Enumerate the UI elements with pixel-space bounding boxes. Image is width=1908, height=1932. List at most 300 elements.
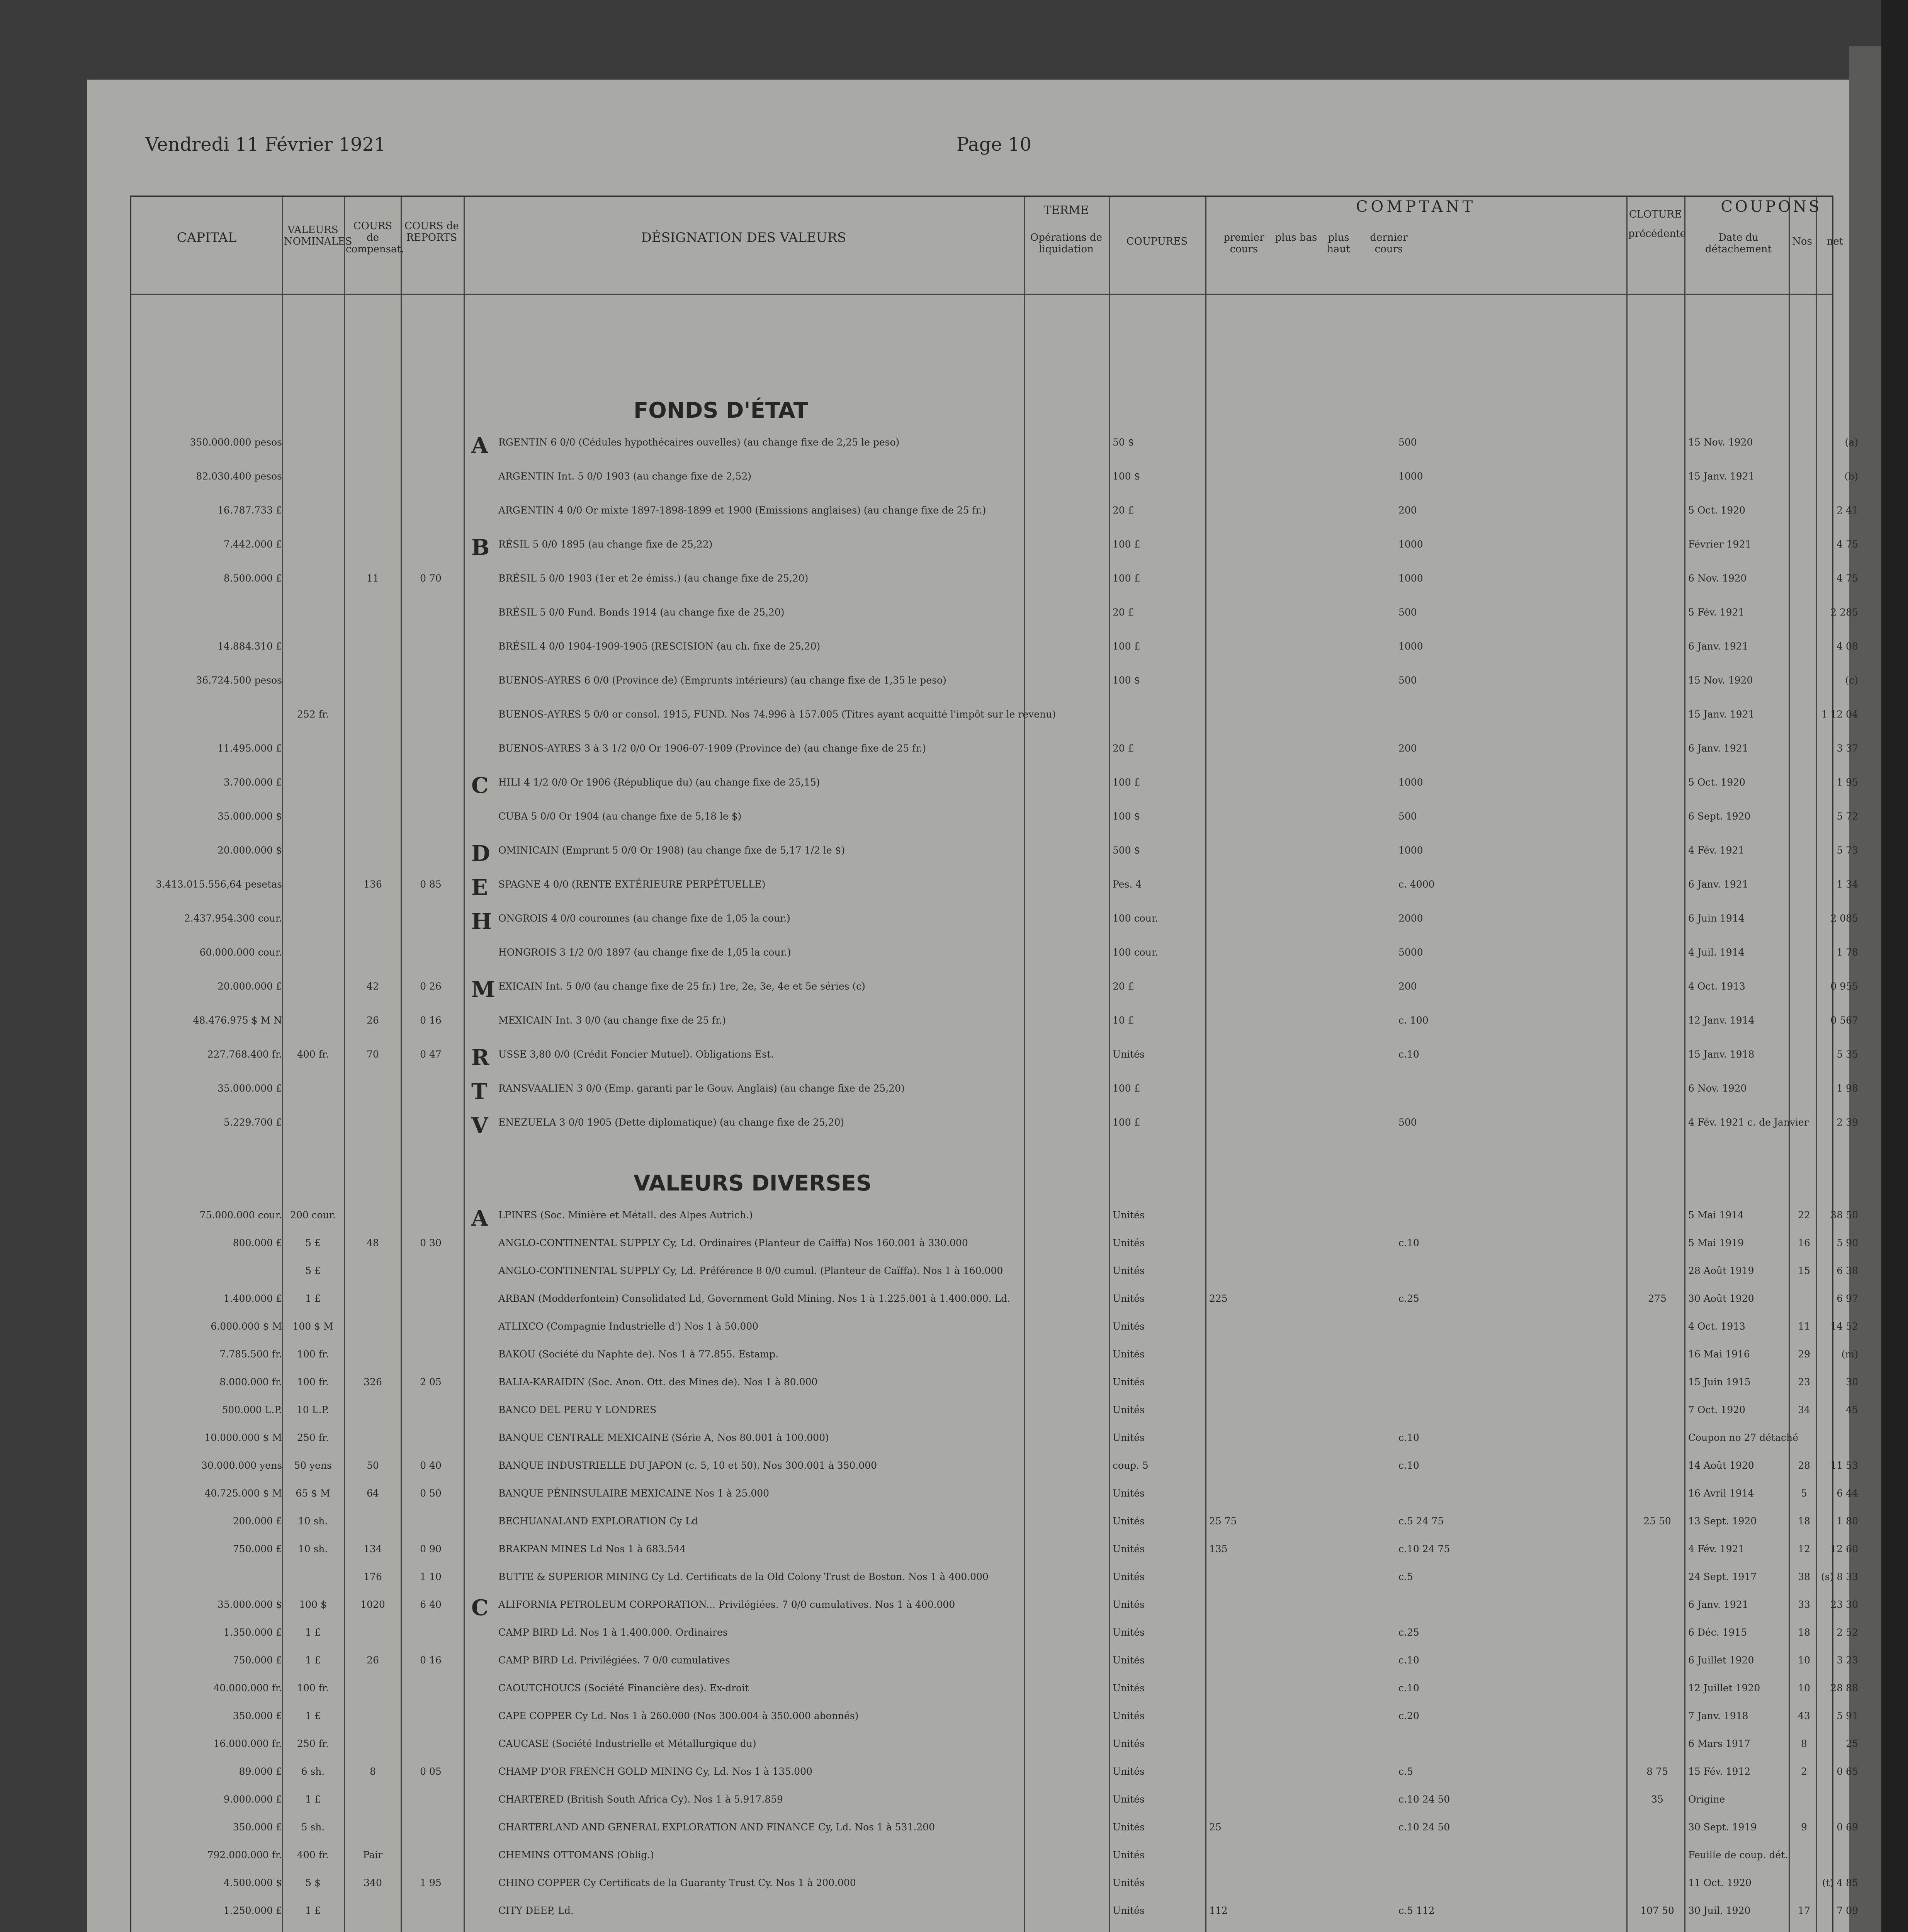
coupon-date-cell: 14 Août 1920 <box>1688 1460 1754 1471</box>
coupon-number-cell: 10 <box>1798 1682 1810 1694</box>
table-row <box>131 1710 1858 1733</box>
coupon-net-cell: 45 <box>1846 1404 1858 1415</box>
initial-letter: M <box>471 977 495 1002</box>
designation-cell: ANGLO-CONTINENTAL SUPPLY Cy, Ld. Préférence 8 0/0 cumul. (Planteur de Caïffa). Nos 1 à 160.000 <box>498 1265 1003 1276</box>
col-coupons: COUPONS <box>1721 198 1822 216</box>
designation-cell: BRÉSIL 5 0/0 Fund. Bonds 1914 (au change fixe de 25,20) <box>498 607 785 618</box>
coupon-number-cell: 18 <box>1798 1627 1810 1638</box>
coupon-net-cell: 1 80 <box>1837 1515 1858 1527</box>
capital-cell: 4.500.000 $ <box>223 1877 282 1888</box>
coupon-number-cell: 17 <box>1798 1905 1810 1916</box>
capital-cell: 792.000.000 fr. <box>207 1849 282 1861</box>
coupon-date-cell: 4 Oct. 1913 <box>1688 981 1745 992</box>
designation-cell: CAMP BIRD Ld. Nos 1 à 1.400.000. Ordinaires <box>498 1627 728 1638</box>
coupon-date-cell: 30 Août 1920 <box>1688 1293 1754 1304</box>
coupure-cell: Unités <box>1113 1738 1145 1749</box>
table-row <box>131 909 1858 936</box>
nominal-cell: 400 fr. <box>297 1049 329 1060</box>
capital-cell: 30.000.000 yens <box>201 1460 282 1471</box>
designation-cell: ARBAN (Modderfontein) Consolidated Ld, Government Gold Mining. Nos 1 à 1.225.001 à 1.400.000. Ld. <box>498 1293 1011 1304</box>
coupon-date-cell: 16 Mai 1916 <box>1688 1349 1750 1360</box>
coupon-net-cell: 23 30 <box>1830 1599 1858 1610</box>
nominal-cell: 5 £ <box>305 1265 321 1276</box>
capital-cell: 36.724.500 pesos <box>196 675 282 686</box>
table-row <box>131 1113 1858 1140</box>
coupon-net-cell: 28 88 <box>1830 1682 1858 1694</box>
coupon-date-cell: 30 Juil. 1920 <box>1688 1905 1751 1916</box>
coupure-cell: Unités <box>1113 1627 1145 1638</box>
coupon-net-cell: 1 34 <box>1837 879 1858 890</box>
table-row <box>131 875 1858 902</box>
coupure-cell: Unités <box>1113 1710 1145 1721</box>
compensation-cell: 48 <box>367 1237 379 1248</box>
table-row <box>131 1432 1832 1455</box>
coupon-number-cell: 34 <box>1798 1404 1810 1415</box>
coupure-cell: 50 $ <box>1113 437 1134 448</box>
coupure-cell: 100 £ <box>1113 641 1140 652</box>
capital-cell: 5.229.700 £ <box>223 1117 282 1128</box>
table-row <box>131 1349 1858 1372</box>
initial-letter: E <box>471 875 488 900</box>
nominal-cell: 6 sh. <box>301 1766 325 1777</box>
designation-cell: CITY DEEP, Ld. <box>498 1905 574 1916</box>
coupon-date-cell: 4 Fév. 1921 c. de Janvier <box>1688 1117 1809 1128</box>
coupon-number-cell: 8 <box>1801 1738 1807 1749</box>
cloture-cell: 107 50 <box>1640 1905 1674 1916</box>
designation-cell: USSE 3,80 0/0 (Crédit Foncier Mutuel). Obligations Est. <box>498 1049 774 1060</box>
coupure-cell: 100 cour. <box>1113 947 1158 958</box>
designation-cell: CHINO COPPER Cy Certificats de la Guaranty Trust Cy. Nos 1 à 200.000 <box>498 1877 856 1888</box>
coupure-cell: Unités <box>1113 1849 1145 1861</box>
capital-cell: 9.000.000 £ <box>223 1794 282 1805</box>
dernier-cours-cell: c.25 <box>1398 1293 1419 1304</box>
initial-letter: H <box>471 909 492 934</box>
coupon-net-cell: (t) 4 85 <box>1822 1877 1858 1888</box>
capital-cell: 14.884.310 £ <box>217 641 282 652</box>
premier-cours-cell: 135 <box>1209 1543 1228 1554</box>
capital-cell: 800.000 £ <box>233 1237 282 1248</box>
table-row <box>131 947 1858 970</box>
coupon-net-cell: 7 09 <box>1837 1905 1858 1916</box>
coupon-number-cell: 23 <box>1798 1376 1810 1388</box>
coupure-cell: Unités <box>1113 1655 1145 1666</box>
table-row <box>131 743 1858 766</box>
dernier-cours-cell: c.5 <box>1398 1571 1413 1582</box>
coupon-net-cell: 2 41 <box>1837 505 1858 516</box>
capital-cell: 2.437.954.300 cour. <box>184 913 282 924</box>
designation-cell: BUENOS-AYRES 3 à 3 1/2 0/0 Or 1906-07-1909 (Province de) (au change fixe de 25 fr.) <box>498 743 926 754</box>
reports-cell: 0 70 <box>420 573 442 584</box>
coupure-cell: Unités <box>1113 1794 1145 1805</box>
nominal-cell: 100 fr. <box>297 1349 329 1360</box>
designation-cell: CHEMINS OTTOMANS (Oblig.) <box>498 1849 654 1861</box>
table-row <box>131 841 1858 868</box>
table-row <box>131 1794 1832 1817</box>
col-precedente: précédente <box>1628 228 1686 240</box>
table-row <box>131 471 1858 494</box>
nominal-cell: 1 £ <box>305 1655 321 1666</box>
coupure-cell: 100 £ <box>1113 777 1140 788</box>
dernier-cours-cell: 500 <box>1398 675 1417 686</box>
dernier-cours-cell: 200 <box>1398 981 1417 992</box>
coupon-net-cell: 0 69 <box>1837 1821 1858 1833</box>
coupon-date-cell: 4 Fév. 1921 <box>1688 1543 1745 1554</box>
nominal-cell: 5 sh. <box>301 1821 325 1833</box>
coupon-net-cell: 1 12 04 <box>1821 709 1858 720</box>
designation-cell: BUENOS-AYRES 6 0/0 (Province de) (Emprunts intérieurs) (au change fixe de 1,35 le peso) <box>498 675 946 686</box>
dernier-cours-cell: 1000 <box>1398 641 1423 652</box>
capital-cell: 16.787.733 £ <box>217 505 282 516</box>
coupon-net-cell: 2 085 <box>1830 913 1858 924</box>
compensation-cell: Pair <box>363 1849 383 1861</box>
header-date: Vendredi 11 Février 1921 <box>145 134 386 155</box>
section-fonds-etat: FONDS D'ÉTAT <box>634 398 808 423</box>
capital-cell: 750.000 £ <box>233 1655 282 1666</box>
coupon-net-cell: 30 <box>1846 1376 1858 1388</box>
coupon-date-cell: Février 1921 <box>1688 539 1752 550</box>
designation-cell: RÉSIL 5 0/0 1895 (au change fixe de 25,22) <box>498 539 713 550</box>
coupure-cell: 20 £ <box>1113 505 1134 516</box>
coupon-net-cell: 0 65 <box>1837 1766 1858 1777</box>
dernier-cours-cell: 1000 <box>1398 777 1423 788</box>
capital-cell: 75.000.000 cour. <box>199 1209 282 1221</box>
compensation-cell: 1020 <box>360 1599 385 1610</box>
premier-cours-cell: 25 <box>1209 1821 1222 1833</box>
table-row <box>131 1905 1858 1928</box>
compensation-cell: 70 <box>367 1049 379 1060</box>
cloture-cell: 8 75 <box>1646 1766 1668 1777</box>
capital-cell: 11.495.000 £ <box>217 743 282 754</box>
compensation-cell: 136 <box>364 879 382 890</box>
coupon-date-cell: 30 Sept. 1919 <box>1688 1821 1757 1833</box>
capital-cell: 750.000 £ <box>233 1543 282 1554</box>
coupon-net-cell: (s) 8 33 <box>1821 1571 1858 1582</box>
nominal-cell: 252 fr. <box>297 709 329 720</box>
coupon-number-cell: 2 <box>1801 1766 1807 1777</box>
coupon-net-cell: 3 37 <box>1837 743 1858 754</box>
coupon-date-cell: Feuille de coup. dét. <box>1688 1849 1788 1861</box>
initial-letter: T <box>471 1079 488 1104</box>
capital-cell: 1.350.000 £ <box>223 1627 282 1638</box>
coupure-cell: Unités <box>1113 1237 1145 1248</box>
dernier-cours-cell: 500 <box>1398 607 1417 618</box>
dernier-cours-cell: 2000 <box>1398 913 1423 924</box>
coupon-date-cell: 28 Août 1919 <box>1688 1265 1754 1276</box>
coupure-cell: Unités <box>1113 1821 1145 1833</box>
coupon-net-cell: 11 53 <box>1830 1460 1858 1471</box>
coupon-net-cell: 5 35 <box>1837 1049 1858 1060</box>
coupon-net-cell: (a) <box>1845 437 1858 448</box>
col-nominal: VALEURS NOMINALES <box>284 224 352 247</box>
designation-cell: LPINES (Soc. Minière et Métall. des Alpes Autrich.) <box>498 1209 753 1221</box>
coupure-cell: Unités <box>1113 1293 1145 1304</box>
reports-cell: 6 40 <box>420 1599 442 1610</box>
coupon-date-cell: 6 Juin 1914 <box>1688 913 1745 924</box>
coupon-date-cell: 6 Janv. 1921 <box>1688 743 1748 754</box>
coupon-date-cell: 16 Avril 1914 <box>1688 1488 1754 1499</box>
dernier-cours-cell: c.10 24 50 <box>1398 1794 1450 1805</box>
table-row <box>131 1206 1858 1233</box>
coupon-date-cell: 15 Janv. 1921 <box>1688 471 1755 482</box>
coupon-date-cell: 5 Mai 1919 <box>1688 1237 1744 1248</box>
table-row <box>131 1515 1858 1539</box>
coupon-net-cell: 1 95 <box>1837 777 1858 788</box>
nominal-cell: 1 £ <box>305 1627 321 1638</box>
col-operations: Opérations de liquidation <box>1030 232 1103 255</box>
capital-cell: 20.000.000 $ <box>217 845 282 856</box>
coupon-net-cell: 4 08 <box>1837 641 1858 652</box>
dernier-cours-cell: c.10 24 50 <box>1398 1821 1450 1833</box>
initial-letter: A <box>471 1206 488 1231</box>
reports-cell: 0 05 <box>420 1766 442 1777</box>
capital-cell: 48.476.975 $ M N <box>193 1015 282 1026</box>
designation-cell: ARGENTIN 4 0/0 Or mixte 1897-1898-1899 et 1900 (Emissions anglaises) (au change fixe de 25 fr.) <box>498 505 986 516</box>
coupure-cell: Unités <box>1113 1877 1145 1888</box>
coupon-net-cell: 38 50 <box>1830 1209 1858 1221</box>
designation-cell: BUENOS-AYRES 5 0/0 or consol. 1915, FUND. Nos 74.996 à 157.005 (Titres ayant acquitté l'impôt sur le revenu) <box>498 709 1056 720</box>
table-row <box>131 1738 1858 1761</box>
capital-cell: 35.000.000 $ <box>217 811 282 822</box>
coupon-date-cell: 4 Fév. 1921 <box>1688 845 1745 856</box>
designation-cell: HONGROIS 3 1/2 0/0 1897 (au change fixe de 1,05 la cour.) <box>498 947 791 958</box>
table-row <box>131 1265 1858 1288</box>
coupure-cell: 20 £ <box>1113 607 1134 618</box>
designation-cell: SPAGNE 4 0/0 (RENTE EXTÉRIEURE PERPÉTUELLE) <box>498 879 766 890</box>
nominal-cell: 250 fr. <box>297 1738 329 1749</box>
nominal-cell: 10 sh. <box>298 1543 328 1554</box>
capital-cell: 7.785.500 fr. <box>219 1349 282 1360</box>
coupon-number-cell: 18 <box>1798 1515 1810 1527</box>
coupon-date-cell: 6 Mars 1917 <box>1688 1738 1750 1749</box>
capital-cell: 3.413.015.556,64 pesetas <box>156 879 282 890</box>
capital-cell: 8.500.000 £ <box>223 573 282 584</box>
coupon-date-cell: 11 Oct. 1920 <box>1688 1877 1752 1888</box>
capital-cell: 500.000 L.P. <box>222 1404 282 1415</box>
reports-cell: 0 85 <box>420 879 442 890</box>
table-row <box>131 607 1858 630</box>
coupon-date-cell: 7 Oct. 1920 <box>1688 1404 1745 1415</box>
coupon-net-cell: 5 72 <box>1837 811 1858 822</box>
coupure-cell: Unités <box>1113 1349 1145 1360</box>
coupon-net-cell: 0 955 <box>1830 981 1858 992</box>
coupon-date-cell: 12 Juillet 1920 <box>1688 1682 1760 1694</box>
designation-cell: BANQUE INDUSTRIELLE DU JAPON (c. 5, 10 et 50). Nos 300.001 à 350.000 <box>498 1460 877 1471</box>
table-row <box>131 1877 1858 1900</box>
designation-cell: ARGENTIN Int. 5 0/0 1903 (au change fixe de 2,52) <box>498 471 752 482</box>
table-row <box>131 1766 1858 1789</box>
capital-cell: 35.000.000 $ <box>217 1599 282 1610</box>
capital-cell: 89.000 £ <box>239 1766 282 1777</box>
dernier-cours-cell: c.10 <box>1398 1682 1419 1694</box>
table-row <box>131 675 1858 698</box>
coupure-cell: Unités <box>1113 1682 1145 1694</box>
coupon-date-cell: 7 Janv. 1918 <box>1688 1710 1748 1721</box>
coupon-number-cell: 38 <box>1798 1571 1810 1582</box>
compensation-cell: 26 <box>367 1015 379 1026</box>
designation-cell: BECHUANALAND EXPLORATION Cy Ld <box>498 1515 698 1527</box>
capital-cell: 40.000.000 fr. <box>213 1682 282 1694</box>
nominal-cell: 100 fr. <box>297 1682 329 1694</box>
capital-cell: 16.000.000 fr. <box>213 1738 282 1749</box>
coupon-date-cell: 15 Nov. 1920 <box>1688 675 1753 686</box>
coupon-net-cell: 1 98 <box>1837 1083 1858 1094</box>
designation-cell: CHARTERED (British South Africa Cy). Nos 1 à 5.917.859 <box>498 1794 783 1805</box>
designation-cell: ATLIXCO (Compagnie Industrielle d') Nos 1 à 50.000 <box>498 1321 759 1332</box>
compensation-cell: 50 <box>367 1460 379 1471</box>
book-binding <box>1881 0 1908 1932</box>
coupon-date-cell: 6 Janv. 1921 <box>1688 879 1748 890</box>
dernier-cours-cell: 200 <box>1398 505 1417 516</box>
reports-cell: 0 50 <box>420 1488 442 1499</box>
compensation-cell: 176 <box>364 1571 382 1582</box>
compensation-cell: 64 <box>367 1488 379 1499</box>
designation-cell: BANQUE PÉNINSULAIRE MEXICAINE Nos 1 à 25.000 <box>498 1488 770 1499</box>
designation-cell: HILI 4 1/2 0/0 Or 1906 (République du) (au change fixe de 25,15) <box>498 777 820 788</box>
dernier-cours-cell: c.10 <box>1398 1655 1419 1666</box>
coupon-number-cell: 9 <box>1801 1821 1807 1833</box>
designation-cell: ALIFORNIA PETROLEUM CORPORATION... Privilégiées. 7 0/0 cumulatives. Nos 1 à 400.000 <box>498 1599 955 1610</box>
premier-cours-cell: 25 75 <box>1209 1515 1237 1527</box>
reports-cell: 0 47 <box>420 1049 442 1060</box>
dernier-cours-cell: c. 4000 <box>1398 879 1435 890</box>
nominal-cell: 1 £ <box>305 1905 321 1916</box>
coupon-number-cell: 12 <box>1798 1543 1810 1554</box>
initial-letter: C <box>471 1595 489 1621</box>
coupon-net-cell: 3 23 <box>1837 1655 1858 1666</box>
coupure-cell: Unités <box>1113 1488 1145 1499</box>
coupon-net-cell: 14 52 <box>1830 1321 1858 1332</box>
col-net: net <box>1826 236 1843 247</box>
dernier-cours-cell: c.5 <box>1398 1766 1413 1777</box>
reports-cell: 0 16 <box>420 1655 442 1666</box>
table-row <box>131 1460 1858 1483</box>
designation-cell: BALIA-KARAIDIN (Soc. Anon. Ott. des Mines de). Nos 1 à 80.000 <box>498 1376 818 1388</box>
capital-cell: 40.725.000 $ M <box>204 1488 282 1499</box>
table-row <box>131 1682 1858 1706</box>
table-row <box>131 1079 1858 1106</box>
designation-cell: ENEZUELA 3 0/0 1905 (Dette diplomatique) (au change fixe de 25,20) <box>498 1117 844 1128</box>
coupure-cell: Unités <box>1113 1515 1145 1527</box>
initial-letter: R <box>471 1045 489 1070</box>
coupon-net-cell: 4 75 <box>1837 539 1858 550</box>
dernier-cours-cell: 500 <box>1398 1117 1417 1128</box>
coupon-number-cell: 29 <box>1798 1349 1810 1360</box>
coupon-net-cell: 25 <box>1846 1738 1858 1749</box>
table-row <box>131 1237 1858 1260</box>
compensation-cell: 26 <box>367 1655 379 1666</box>
coupon-net-cell: 2 285 <box>1830 607 1858 618</box>
coupure-cell: 500 $ <box>1113 845 1140 856</box>
coupon-net-cell: 2 39 <box>1837 1117 1858 1128</box>
capital-cell: 200.000 £ <box>233 1515 282 1527</box>
coupure-cell: 100 £ <box>1113 573 1140 584</box>
coupure-cell: 100 $ <box>1113 811 1140 822</box>
table-row <box>131 1595 1858 1622</box>
premier-cours-cell: 225 <box>1209 1293 1228 1304</box>
coupon-date-cell: 6 Déc. 1915 <box>1688 1627 1747 1638</box>
capital-cell: 350.000 £ <box>233 1821 282 1833</box>
coupon-net-cell: 5 90 <box>1837 1237 1858 1248</box>
nominal-cell: 100 $ M <box>292 1321 333 1332</box>
cloture-cell: 275 <box>1648 1293 1667 1304</box>
nominal-cell: 65 $ M <box>296 1488 330 1499</box>
col-terme: TERME <box>1043 204 1089 217</box>
coupure-cell: Unités <box>1113 1321 1145 1332</box>
coupon-net-cell: 2 52 <box>1837 1627 1858 1638</box>
coupon-net-cell: 6 97 <box>1837 1293 1858 1304</box>
coupure-cell: Unités <box>1113 1049 1145 1060</box>
col-compensation: COURS de compensat. <box>346 220 404 255</box>
compensation-cell: 42 <box>367 981 379 992</box>
table-row <box>131 535 1858 562</box>
coupure-cell: 10 £ <box>1113 1015 1134 1026</box>
designation-cell: ONGROIS 4 0/0 couronnes (au change fixe de 1,05 la cour.) <box>498 913 790 924</box>
capital-cell: 20.000.000 £ <box>217 981 282 992</box>
coupure-cell: Unités <box>1113 1543 1145 1554</box>
coupon-net-cell: 0 567 <box>1830 1015 1858 1026</box>
table-row <box>131 573 1858 596</box>
reports-cell: 0 30 <box>420 1237 442 1248</box>
reports-cell: 0 90 <box>420 1543 442 1554</box>
coupure-cell: Unités <box>1113 1432 1145 1443</box>
coupon-date-cell: 13 Sept. 1920 <box>1688 1515 1757 1527</box>
coupure-cell: Unités <box>1113 1376 1145 1388</box>
quotation-table <box>130 196 1858 1932</box>
table-row <box>131 1571 1858 1594</box>
coupon-net-cell: 6 44 <box>1837 1488 1858 1499</box>
premier-cours-cell: 112 <box>1209 1905 1228 1916</box>
designation-cell: ANGLO-CONTINENTAL SUPPLY Cy, Ld. Ordinaires (Planteur de Caïffa) Nos 160.001 à 330.000 <box>498 1237 968 1248</box>
dernier-cours-cell: c.10 <box>1398 1432 1419 1443</box>
table-row <box>131 1045 1858 1072</box>
col-coupures: COUPURES <box>1126 236 1188 247</box>
coupure-cell: coup. 5 <box>1113 1460 1149 1471</box>
coupure-cell: 100 £ <box>1113 1083 1140 1094</box>
dernier-cours-cell: 1000 <box>1398 845 1423 856</box>
coupon-date-cell: 4 Oct. 1913 <box>1688 1321 1745 1332</box>
initial-letter: B <box>471 535 490 560</box>
coupure-cell: Unités <box>1113 1571 1145 1582</box>
table-row <box>131 977 1858 1004</box>
dernier-cours-cell: 5000 <box>1398 947 1423 958</box>
compensation-cell: 134 <box>364 1543 382 1554</box>
coupon-number-cell: 22 <box>1798 1209 1810 1221</box>
col-reports: COURS de REPORTS <box>404 220 459 243</box>
coupon-date-cell: 5 Fév. 1921 <box>1688 607 1745 618</box>
coupon-net-cell: (c) <box>1845 675 1858 686</box>
dernier-cours-cell: c.20 <box>1398 1710 1419 1721</box>
designation-cell: BANQUE CENTRALE MEXICAINE (Série A, Nos 80.001 à 100.000) <box>498 1432 829 1443</box>
table-row <box>131 811 1858 834</box>
dernier-cours-cell: 1000 <box>1398 539 1423 550</box>
table-row <box>131 433 1858 460</box>
capital-cell: 6.000.000 $ M <box>211 1321 282 1332</box>
coupon-number-cell: 28 <box>1798 1460 1810 1471</box>
coupon-net-cell: 6 38 <box>1837 1265 1858 1276</box>
nominal-cell: 200 cour. <box>290 1209 336 1221</box>
nominal-cell: 100 fr. <box>297 1376 329 1388</box>
table-row <box>131 641 1858 664</box>
designation-cell: CAOUTCHOUCS (Société Financière des). Ex-droit <box>498 1682 749 1694</box>
capital-cell: 1.250.000 £ <box>223 1905 282 1916</box>
table-row <box>131 773 1858 800</box>
designation-cell: CAUCASE (Société Industrielle et Métallurgique du) <box>498 1738 756 1749</box>
coupon-net-cell: 4 75 <box>1837 573 1858 584</box>
coupon-net-cell: 12 60 <box>1830 1543 1858 1554</box>
table-row <box>131 1488 1858 1511</box>
designation-cell: RGENTIN 6 0/0 (Cédules hypothécaires ouvelles) (au change fixe de 2,25 le peso) <box>498 437 900 448</box>
nominal-cell: 10 sh. <box>298 1515 328 1527</box>
